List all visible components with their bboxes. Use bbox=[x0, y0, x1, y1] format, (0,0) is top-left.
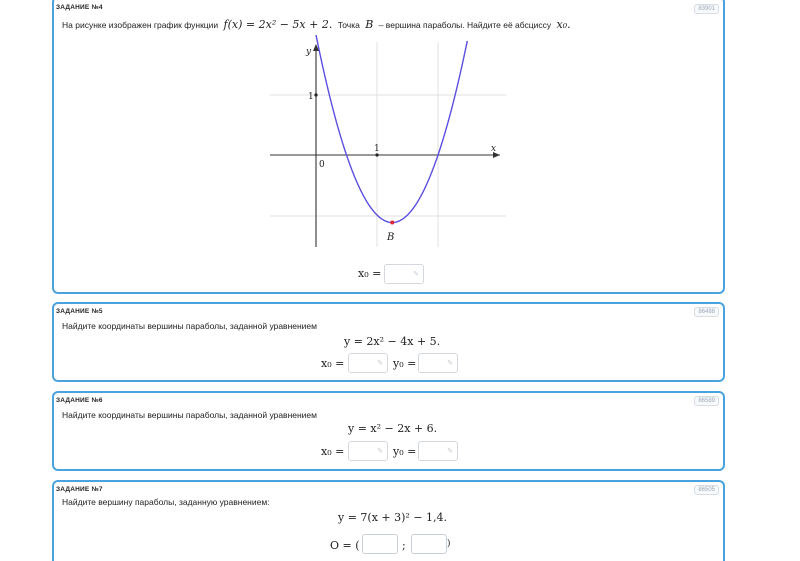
vertex-x-input[interactable] bbox=[362, 534, 398, 554]
pencil-icon: ✎ bbox=[377, 448, 383, 455]
y0-input[interactable] bbox=[418, 441, 458, 461]
origin-label: 0 bbox=[319, 160, 325, 170]
task-code: 86505 bbox=[694, 485, 719, 495]
answer-separator: ; bbox=[402, 539, 406, 552]
equation: y = 7(x + 3)² − 1,4. bbox=[338, 511, 448, 524]
vertex-y-input[interactable] bbox=[411, 534, 447, 554]
equation: y = x² − 2x + 6. bbox=[348, 422, 438, 435]
y0-label: y₀ = bbox=[393, 445, 417, 458]
tick-x-label: 1 bbox=[374, 144, 380, 154]
x0-input[interactable] bbox=[348, 353, 388, 373]
axis-x-label: x bbox=[491, 144, 497, 154]
parabola-curve bbox=[316, 35, 467, 222]
function-formula: f(x) = 2x² − 5x + 2. bbox=[223, 18, 333, 31]
target-variable: x₀. bbox=[556, 18, 571, 31]
task-badge: ЗАДАНИЕ №4 bbox=[56, 4, 103, 11]
axis-y-label: y bbox=[306, 47, 312, 57]
task-card-4 bbox=[52, 0, 725, 294]
x0-label: x₀ = bbox=[321, 357, 345, 370]
pencil-icon: ✎ bbox=[377, 360, 383, 367]
task-statement: На рисунке изображен график функции f(x) = 2x² − 5x + 2. Точка B – вершина параболы. Найдите её абсциссу x₀. bbox=[62, 18, 571, 31]
vertex-point-name: B bbox=[365, 18, 374, 31]
equation: y = 2x² − 4x + 5. bbox=[344, 335, 441, 348]
task-card-7 bbox=[52, 480, 725, 561]
graph-grid bbox=[270, 42, 506, 247]
y0-input[interactable] bbox=[418, 353, 458, 373]
pencil-icon: ✎ bbox=[447, 360, 453, 367]
task-code: 83901 bbox=[694, 4, 719, 14]
task-badge: ЗАДАНИЕ №6 bbox=[56, 397, 103, 404]
task-statement: Найдите координаты вершины параболы, заданной уравнением bbox=[62, 321, 318, 331]
vertex-label: B bbox=[387, 232, 395, 243]
tick-y-1 bbox=[314, 93, 317, 96]
x0-answer-input[interactable] bbox=[384, 264, 424, 284]
vertex-point bbox=[390, 221, 394, 225]
task-badge: ЗАДАНИЕ №7 bbox=[56, 486, 103, 493]
task-badge: ЗАДАНИЕ №5 bbox=[56, 308, 103, 315]
task-statement: Найдите координаты вершины параболы, заданной уравнением bbox=[62, 410, 318, 420]
vertex-answer-prefix: O = ( bbox=[330, 539, 360, 552]
pencil-icon: ✎ bbox=[447, 448, 453, 455]
task-card-5 bbox=[52, 302, 725, 382]
task-code: 86488 bbox=[694, 307, 719, 317]
x0-answer-label: x₀ = bbox=[358, 267, 382, 280]
pencil-icon: ✎ bbox=[413, 271, 419, 278]
tick-y-label: 1 bbox=[308, 92, 314, 102]
task-statement: Найдите вершину параболы, заданную уравнением: bbox=[62, 497, 270, 507]
task-card-6 bbox=[52, 391, 725, 471]
vertex-answer-suffix: ) bbox=[447, 539, 451, 549]
task-code: 86589 bbox=[694, 396, 719, 406]
parabola-graph bbox=[270, 42, 510, 252]
x0-input[interactable] bbox=[348, 441, 388, 461]
y0-label: y₀ = bbox=[393, 357, 417, 370]
x0-label: x₀ = bbox=[321, 445, 345, 458]
